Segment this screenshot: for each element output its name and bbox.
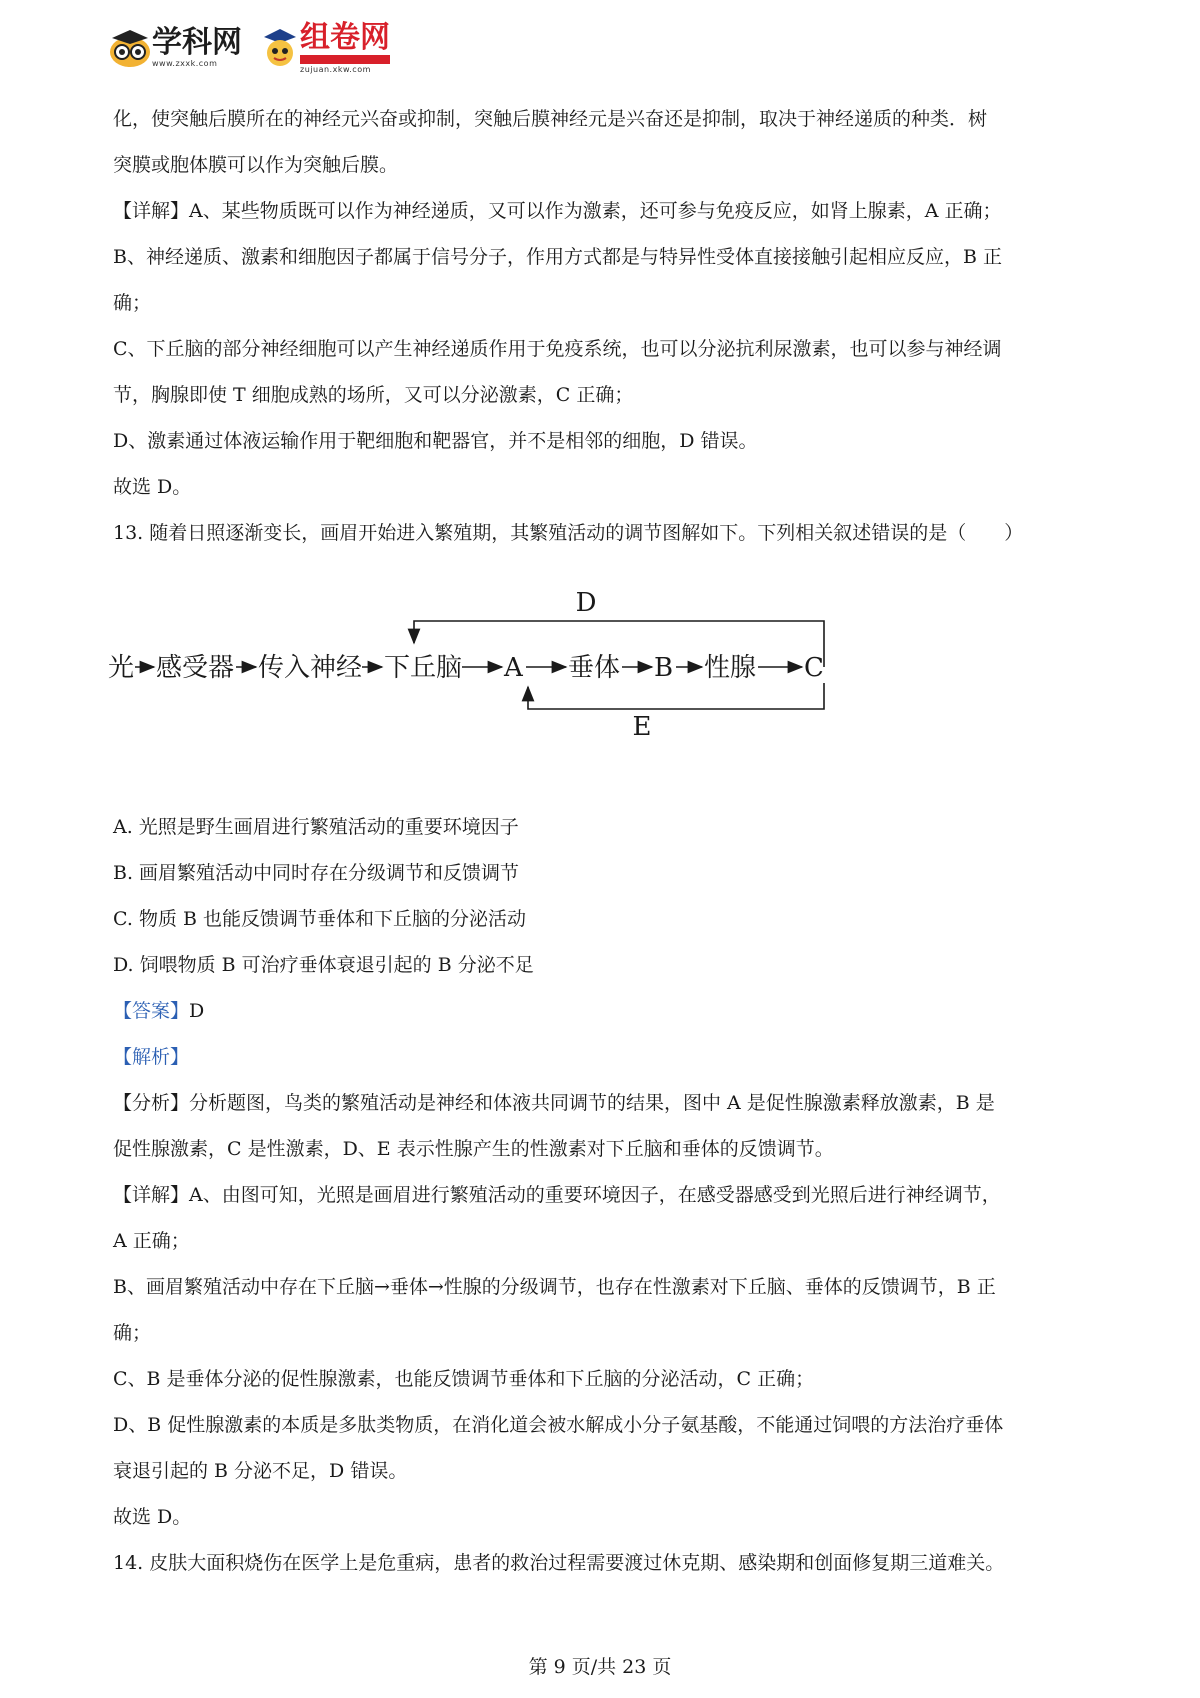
answer-tag: 【答案】 xyxy=(113,1000,190,1022)
question-14-stem: 14. 皮肤大面积烧伤在医学上是危重病，患者的救治过程需要渡过休克期、感染期和创面修复期三道难关。 xyxy=(113,1552,1005,1574)
node-receptor: 感受器 xyxy=(156,653,235,683)
zxxk-logo-url: www.zxxk.com xyxy=(152,59,218,68)
node-light: 光 xyxy=(108,653,135,683)
node-afferent-nerve: 传入神经 xyxy=(258,653,363,683)
text-line: C、B 是垂体分泌的促性腺激素，也能反馈调节垂体和下丘脑的分泌活动，C 正确； xyxy=(113,1368,815,1390)
regulation-diagram-svg xyxy=(108,585,828,745)
option-d: D. 饲喂物质 B 可治疗垂体衰退引起的 B 分泌不足 xyxy=(113,954,534,976)
node-c: C xyxy=(804,653,824,683)
text-line: 突膜或胞体膜可以作为突触后膜。 xyxy=(113,154,399,176)
feedback-arrow-e xyxy=(528,683,824,709)
node-b: B xyxy=(654,653,674,683)
header-logos xyxy=(108,18,408,78)
zujuan-logo-url: zujuan.xkw.com xyxy=(300,64,371,74)
question-13-stem: 13. 随着日照逐渐变长，画眉开始进入繁殖期，其繁殖活动的调节图解如下。下列相关叙述错误的是（ ） xyxy=(113,522,1024,544)
text-line: D、激素通过体液运输作用于靶细胞和靶器官，并不是相邻的细胞，D 错误。 xyxy=(113,430,758,452)
zujuan-logo-tag xyxy=(300,55,390,64)
text-line: 【详解】A、某些物质既可以作为神经递质，又可以作为激素，还可参与免疫反应，如肾上腺素，A 正确； xyxy=(113,200,1002,222)
option-b: B. 画眉繁殖活动中同时存在分级调节和反馈调节 xyxy=(113,862,520,884)
node-a: A xyxy=(504,653,523,683)
page-number: 第 9 页/共 23 页 xyxy=(528,1656,672,1678)
node-hypothalamus: 下丘脑 xyxy=(384,653,463,683)
text-line: 【详解】A、由图可知，光照是画眉进行繁殖活动的重要环境因子，在感受器感受到光照后进行神经调节， xyxy=(113,1184,1001,1206)
regulation-diagram xyxy=(108,585,828,745)
text-line: 确； xyxy=(113,1322,152,1344)
text-line: C、下丘脑的部分神经细胞可以产生神经递质作用于免疫系统，也可以分泌抗利尿激素，也可以参与神经调 xyxy=(113,338,1002,360)
option-c: C. 物质 B 也能反馈调节垂体和下丘脑的分泌活动 xyxy=(113,908,526,930)
zujuan-logo xyxy=(260,19,390,74)
label-e: E xyxy=(632,712,652,742)
answer-value: D xyxy=(189,1000,205,1022)
text-line: 化，使突触后膜所在的神经元兴奋或抑制，突触后膜神经元是兴奋还是抑制，取决于神经递质的种类．树 xyxy=(113,108,988,130)
zujuan-logo-text: 组卷网 xyxy=(300,19,390,55)
text-line: D、B 促性腺激素的本质是多肽类物质，在消化道会被水解成小分子氨基酸，不能通过饲喂的方法治疗垂体 xyxy=(113,1414,1004,1436)
analysis-tag: 【解析】 xyxy=(113,1046,190,1068)
text-line: 故选 D。 xyxy=(113,1506,192,1528)
owl-icon xyxy=(108,28,152,68)
text-line: B、神经递质、激素和细胞因子都属于信号分子，作用方式都是与特异性受体直接接触引起相应反应，B 正 xyxy=(113,246,1002,268)
text-line: B、画眉繁殖活动中存在下丘脑→垂体→性腺的分级调节，也存在性激素对下丘脑、垂体的反馈调节，B 正 xyxy=(113,1276,996,1298)
option-a: A. 光照是野生画眉进行繁殖活动的重要环境因子 xyxy=(113,816,519,838)
text-line: 节，胸腺即使 T 细胞成熟的场所，又可以分泌激素，C 正确； xyxy=(113,384,634,406)
text-line: 衰退引起的 B 分泌不足，D 错误。 xyxy=(113,1460,408,1482)
node-gonad: 性腺 xyxy=(704,653,757,683)
zxxk-logo xyxy=(108,25,242,68)
analysis-line xyxy=(113,1034,1103,1080)
text-line: 促性腺激素，C 是性激素，D、E 表示性腺产生的性激素对下丘脑和垂体的反馈调节。 xyxy=(113,1138,834,1160)
label-d: D xyxy=(575,588,597,618)
text-line: 【分析】分析题图，鸟类的繁殖活动是神经和体液共同调节的结果，图中 A 是促性腺激素释放激素，B 是 xyxy=(113,1092,995,1114)
student-mascot-icon xyxy=(260,27,300,69)
zxxk-logo-text: 学科网 xyxy=(152,25,242,60)
text-line: A 正确； xyxy=(113,1230,190,1252)
text-line: 确； xyxy=(113,292,152,314)
node-pituitary: 垂体 xyxy=(568,653,621,683)
document-body xyxy=(113,96,1103,1586)
text-line: 故选 D。 xyxy=(113,476,192,498)
answer-line xyxy=(113,988,1103,1034)
